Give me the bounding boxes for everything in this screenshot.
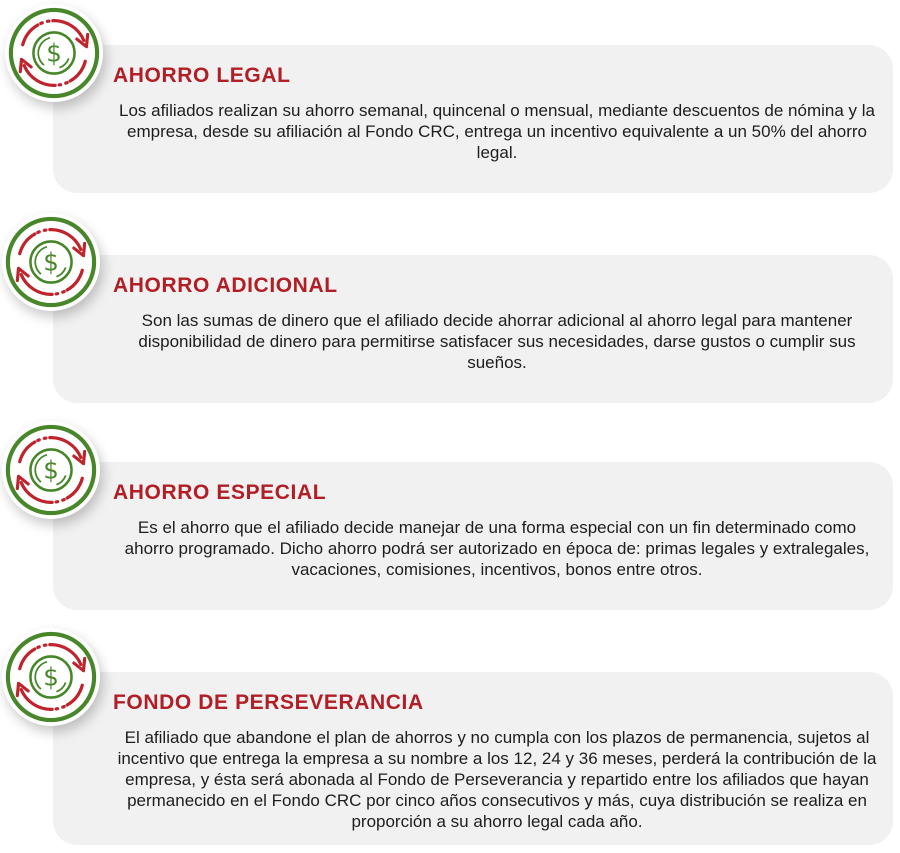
money-cycle-icon-svg <box>2 421 100 519</box>
card-body: Son las sumas de dinero que el afiliado decide ahorrar adicional al ahorro legal para mantener disponibilidad de dinero para permitirse satisfacer sus necesidades, darse gustos o cumplir sus sueños. <box>138 311 856 372</box>
card-ahorro-legal <box>53 45 893 193</box>
card-ahorro-especial <box>53 462 893 610</box>
money-cycle-icon <box>2 421 100 519</box>
dollar-sign-icon: $ <box>43 662 59 692</box>
dollar-sign-icon: $ <box>46 38 62 68</box>
dollar-sign-icon: $ <box>43 247 59 277</box>
card-title: AHORRO LEGAL <box>113 64 291 87</box>
money-cycle-icon <box>2 628 100 726</box>
card-title: AHORRO ESPECIAL <box>113 481 327 504</box>
money-cycle-icon-svg <box>2 213 100 311</box>
card-title: AHORRO ADICIONAL <box>113 274 338 297</box>
money-cycle-icon <box>2 213 100 311</box>
card-body: Los afiliados realizan su ahorro semanal, quincenal o mensual, mediante descuentos de nómina y la empresa, desde su afiliación al Fondo CRC, entrega un incentivo equivalente a un 50% del ahorro legal. <box>118 101 875 162</box>
card-body: El afiliado que abandone el plan de ahorros y no cumpla con los plazos de permanencia, sujetos al incentivo que entrega la empresa a su nombre a los 12, 24 y 36 meses, perderá la contribución de la empresa, y ésta será abonada al Fondo de Perseverancia y repartido entre los afiliados que hayan permanecido en el Fondo CRC por cinco años consecutivos y más, cuya distribución se realiza en proporción a su ahorro legal cada año. <box>117 728 877 831</box>
money-cycle-icon-svg <box>2 628 100 726</box>
dollar-sign-icon: $ <box>43 455 59 485</box>
card-fondo-de-perseverancia <box>53 672 893 845</box>
money-cycle-icon-svg <box>5 4 103 102</box>
money-cycle-icon <box>5 4 103 102</box>
card-body: Es el ahorro que el afiliado decide manejar de una forma especial con un fin determinado como ahorro programado. Dicho ahorro podrá ser autorizado en época de: primas legales y extralegales, vacaciones, comisiones, incentivos, bonos entre otros. <box>124 518 870 579</box>
card-ahorro-adicional <box>53 255 893 403</box>
card-title: FONDO DE PERSEVERANCIA <box>113 691 424 714</box>
